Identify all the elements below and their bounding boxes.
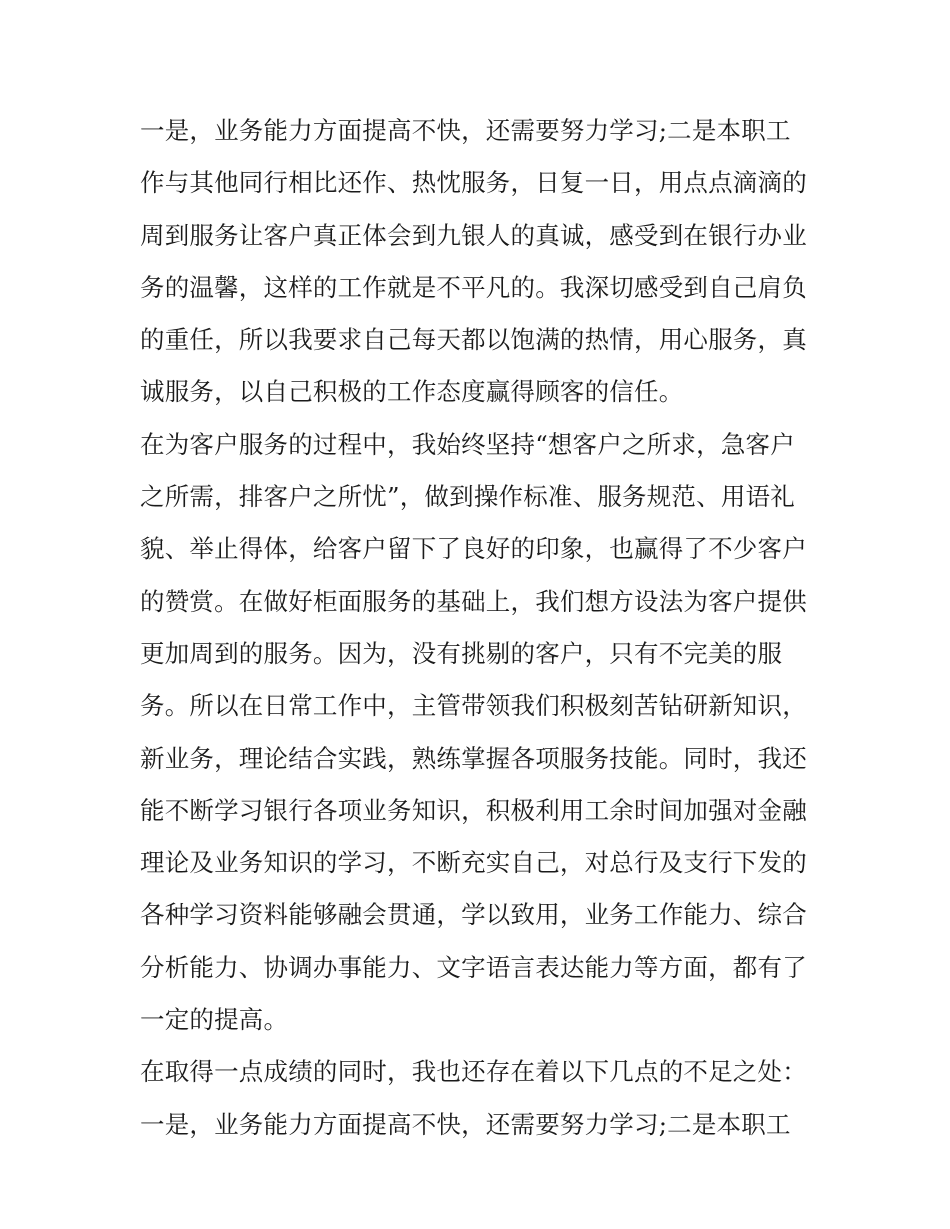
text-line: 更加周到的服务。因为，没有挑剔的客户，只有不完美的服: [140, 638, 783, 668]
body-text: [140, 105, 820, 1151]
text-line: 一定的提高。: [140, 1005, 289, 1035]
text-line: 作与其他同行相比还作、热忱服务，日复一日，用点点滴滴的: [140, 168, 807, 198]
text-line: 貌、举止得体，给客户留下了良好的印象，也赢得了不少客户: [140, 534, 807, 564]
text-line: 周到服务让客户真正体会到九银人的真诚，感受到在银行办业: [140, 220, 807, 250]
text-line: 一是，业务能力方面提高不快，还需要努力学习;二是本职工: [140, 1109, 791, 1139]
text-line: 务。所以在日常工作中，主管带领我们积极刻苦钻研新知识，: [140, 691, 807, 721]
text-line: 各种学习资料能够融会贯通，学以致用，业务工作能力、综合: [140, 900, 807, 930]
text-line: 一是，业务能力方面提高不快，还需要努力学习;二是本职工: [140, 116, 791, 145]
text-line: 分析能力、协调办事能力、文字语言表达能力等方面，都有了: [140, 952, 807, 982]
text-line: 理论及业务知识的学习，不断充实自己，对总行及支行下发的: [140, 848, 807, 878]
text-line: 在为客户服务的过程中，我始终坚持“想客户之所求，急客户: [140, 429, 795, 459]
text-line: 务的温馨，这样的工作就是不平凡的。我深切感受到自己肩负: [140, 272, 807, 302]
text-line: 的重任，所以我要求自己每天都以饱满的热情，用心服务，真: [140, 325, 807, 355]
text-line: 新业务，理论结合实践，熟练掌握各项服务技能。同时，我还: [140, 743, 807, 773]
text-line: 在取得一点成绩的同时，我也还存在着以下几点的不足之处：: [140, 1057, 807, 1087]
text-line: 之所需，排客户之所忧”，做到操作标准、服务规范、用语礼: [140, 482, 795, 512]
text-line: 能不断学习银行各项业务知识，积极利用工余时间加强对金融: [140, 795, 807, 825]
text-line: 诚服务，以自己积极的工作态度赢得顾客的信任。: [140, 377, 684, 407]
text-line: 的赞赏。在做好柜面服务的基础上，我们想方设法为客户提供: [140, 586, 807, 616]
